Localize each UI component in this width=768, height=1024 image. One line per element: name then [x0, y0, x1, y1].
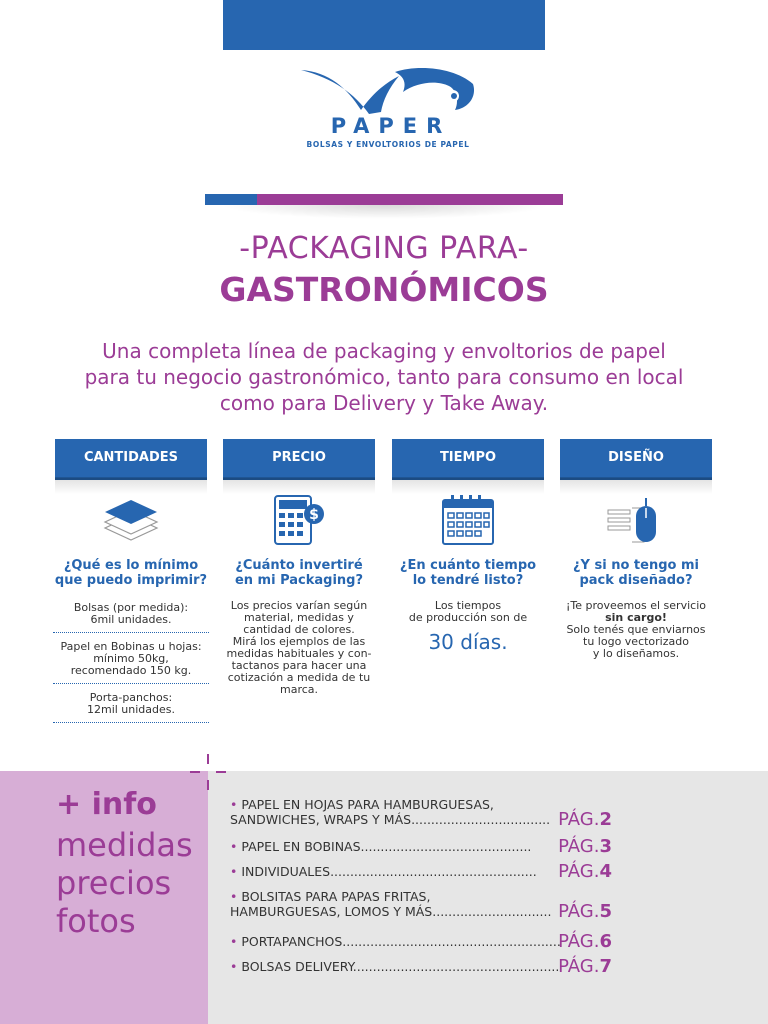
- intro-text: Una completa línea de packaging y envoltorios de papel para tu negocio gastronómico, tanto para consumo en local como para Delivery y Take Away.: [84, 339, 684, 415]
- index-item[interactable]: • INDIVIDUALES.................................................... PÁG.4: [230, 861, 612, 882]
- info-precios: precios: [56, 864, 172, 902]
- top-bar: [223, 0, 545, 50]
- diseno-details: ¡Te proveemos el servicio sin cargo! Solo tenés que enviarnos tu logo vectorizado y lo diseñamos.: [566, 599, 706, 660]
- info-fotos: fotos: [56, 902, 136, 940]
- index-item[interactable]: • PAPEL EN HOJAS PARA HAMBURGUESAS, SANDWICHES, WRAPS Y MÁS................................... PÁG.2: [230, 797, 612, 830]
- tab-cantidades: CANTIDADES: [55, 439, 207, 480]
- question-precio: ¿Cuánto invertiré en mi Packaging?: [234, 558, 364, 588]
- brand-name: PAPER: [330, 114, 452, 138]
- question-tiempo: ¿En cuánto tiempo lo tendré listo?: [399, 558, 537, 588]
- tab-tiempo: TIEMPO: [392, 439, 544, 480]
- question-diseno: ¿Y si no tengo mi pack diseñado?: [573, 558, 699, 588]
- calendar-icon: [392, 494, 544, 548]
- info-title: + info: [56, 787, 157, 822]
- layers-icon: [55, 494, 207, 548]
- bird-logo-icon: [299, 66, 477, 118]
- tab-diseno: DISEÑO: [560, 439, 712, 480]
- index-item[interactable]: • PAPEL EN BOBINAS........................................... PÁG.3: [230, 836, 612, 857]
- page-title-line2: GASTRONÓMICOS: [219, 270, 549, 309]
- tiempo-details: Los tiempos de producción son de 30 días.: [390, 600, 546, 648]
- precio-details: Los precios varían según material, medidas y cantidad de colores. Mirá los ejemplos de las medidas habituales y con- tactanos para hacer una cotización a medida de tu marca.: [226, 599, 372, 696]
- brand-tagline: BOLSAS Y ENVOLTORIOS DE PAPEL: [306, 140, 470, 149]
- header-divider: [205, 194, 563, 205]
- svg-text:$: $: [309, 507, 319, 523]
- question-cantidades: ¿Qué es lo mínimo que puedo imprimir?: [54, 558, 208, 588]
- cantidades-details: Bolsas (por medida): 6mil unidades. Papel en Bobinas u hojas: mínimo 50kg, recomendado 150 kg. Porta-panchos: 12mil unidades.: [53, 600, 209, 729]
- page-title-line1: -PACKAGING PARA-: [239, 231, 529, 266]
- index-item[interactable]: • BOLSITAS PARA PAPAS FRITAS, HAMBURGUESAS, LOMOS Y MÁS.............................. PÁG.5: [230, 889, 612, 922]
- brand-logo: [293, 66, 483, 162]
- index-item[interactable]: • PORTAPANCHOS....................................................... PÁG.6: [230, 931, 612, 952]
- crosshair-icon: [188, 752, 228, 792]
- info-medidas: medidas: [56, 826, 193, 864]
- production-time: 30 días.: [428, 630, 508, 654]
- index-item[interactable]: • BOLSAS DELIVERY.................................................... PÁG.7: [230, 956, 612, 977]
- calculator-dollar-icon: [223, 494, 375, 548]
- mouse-design-icon: [560, 494, 712, 548]
- tab-precio: PRECIO: [223, 439, 375, 480]
